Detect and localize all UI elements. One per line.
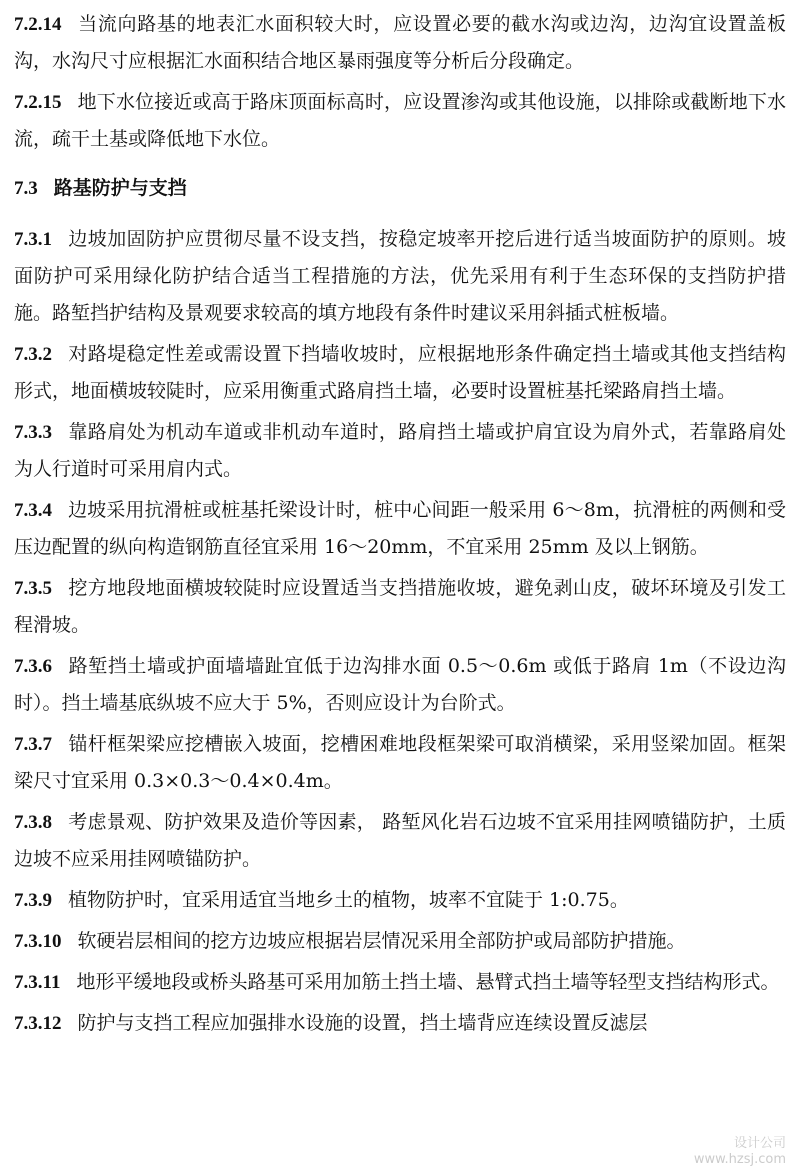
clause-text: 地下水位接近或高于路床顶面标高时，应设置渗沟或其他设施，以排除或截断地下水流，疏干土基或降低地下水位。: [14, 91, 786, 150]
clause-number: 7.2.15: [14, 92, 62, 113]
clause-7-2-14: [14, 6, 786, 80]
clause-text: 软硬岩层相间的挖方边坡应根据岩层情况采用全部防护或局部防护措施。: [77, 930, 686, 952]
clause-number: 7.3.4: [14, 500, 52, 521]
clause-number: 7.3.9: [14, 890, 52, 911]
clause-text: 当流向路基的地表汇水面积较大时，应设置必要的截水沟或边沟，边沟宜设置盖板沟，水沟尺寸应根据汇水面积结合地区暴雨强度等分析后分段确定。: [14, 13, 786, 72]
clause-7-3-5: [14, 570, 786, 644]
clause-7-3-10: [14, 923, 786, 960]
clause-text: 地形平缓地段或桥头路基可采用加筋土挡土墙、悬臂式挡土墙等轻型支挡结构形式。: [76, 971, 780, 993]
clause-number: 7.3.3: [14, 422, 52, 443]
section-heading: [14, 170, 786, 207]
document-page: [14, 6, 786, 1046]
clause-text: 防护与支挡工程应加强排水设施的设置，挡土墙背应连续设置反滤层: [77, 1012, 648, 1034]
watermark-line-1: 设计公司: [733, 1136, 786, 1151]
clause-text: 锚杆框架梁应挖槽嵌入坡面，挖槽困难地段框架梁可取消横梁，采用竖梁加固。框架梁尺寸宜采用 0.3×0.3～0.4×0.4m。: [14, 733, 786, 792]
clause-number: 7.3.11: [14, 972, 61, 993]
clause-7-3-12: [14, 1005, 786, 1042]
clause-text: 边坡采用抗滑桩或桩基托梁设计时，桩中心间距一般采用 6～8m，抗滑桩的两侧和受压边配置的纵向构造钢筋直径宜采用 16～20mm，不宜采用 25mm 及以上钢筋。: [14, 499, 786, 558]
clause-text: 边坡加固防护应贯彻尽量不设支挡，按稳定坡率开挖后进行适当坡面防护的原则。坡面防护可采用绿化防护结合适当工程措施的方法，优先采用有利于生态环保的支挡防护措施。路堑挡护结构及景观要求较高的填方地段有条件时建议采用斜插式桩板墙。: [14, 228, 786, 324]
clause-7-3-6: [14, 648, 786, 722]
clause-7-3-3: [14, 414, 786, 488]
clause-7-3-4: [14, 492, 786, 566]
clause-number: 7.3.10: [14, 931, 62, 952]
clause-number: 7.3.8: [14, 812, 52, 833]
clause-7-2-15: [14, 84, 786, 158]
section-number: 7.3: [14, 178, 38, 199]
clause-number: 7.3.6: [14, 656, 52, 677]
clause-text: 考虑景观、防护效果及造价等因素， 路堑风化岩石边坡不宜采用挂网喷锚防护，土质边坡不应采用挂网喷锚防护。: [14, 811, 786, 870]
clause-7-3-11: [14, 964, 786, 1001]
clause-text: 植物防护时，宜采用适宜当地乡土的植物，坡率不宜陡于 1:0.75。: [68, 889, 629, 911]
clause-7-3-2: [14, 336, 786, 410]
clause-text: 路堑挡土墙或护面墙墙趾宜低于边沟排水面 0.5～0.6m 或低于路肩 1m（不设边沟时）。挡土墙基底纵坡不应大于 5%，否则应设计为台阶式。: [14, 655, 786, 714]
clause-number: 7.3.1: [14, 229, 52, 250]
clause-7-3-9: [14, 882, 786, 919]
clause-text: 靠路肩处为机动车道或非机动车道时，路肩挡土墙或护肩宜设为肩外式，若靠路肩处为人行道时可采用肩内式。: [14, 421, 786, 480]
clause-text: 挖方地段地面横坡较陡时应设置适当支挡措施收坡，避免剥山皮，破坏环境及引发工程滑坡。: [14, 577, 786, 636]
clause-7-3-7: [14, 726, 786, 800]
watermark: [616, 1136, 786, 1168]
clause-number: 7.3.5: [14, 578, 52, 599]
clause-7-3-1: [14, 221, 786, 332]
clause-number: 7.3.7: [14, 734, 52, 755]
watermark-line-2: www.hzsj.com: [693, 1152, 786, 1167]
clause-number: 7.3.2: [14, 344, 52, 365]
section-title: 路基防护与支挡: [53, 177, 187, 199]
clause-7-3-8: [14, 804, 786, 878]
clause-text: 对路堤稳定性差或需设置下挡墙收坡时，应根据地形条件确定挡土墙或其他支挡结构形式，地面横坡较陡时，应采用衡重式路肩挡土墙，必要时设置桩基托梁路肩挡土墙。: [14, 343, 786, 402]
clause-number: 7.2.14: [14, 14, 62, 35]
clause-number: 7.3.12: [14, 1013, 62, 1034]
